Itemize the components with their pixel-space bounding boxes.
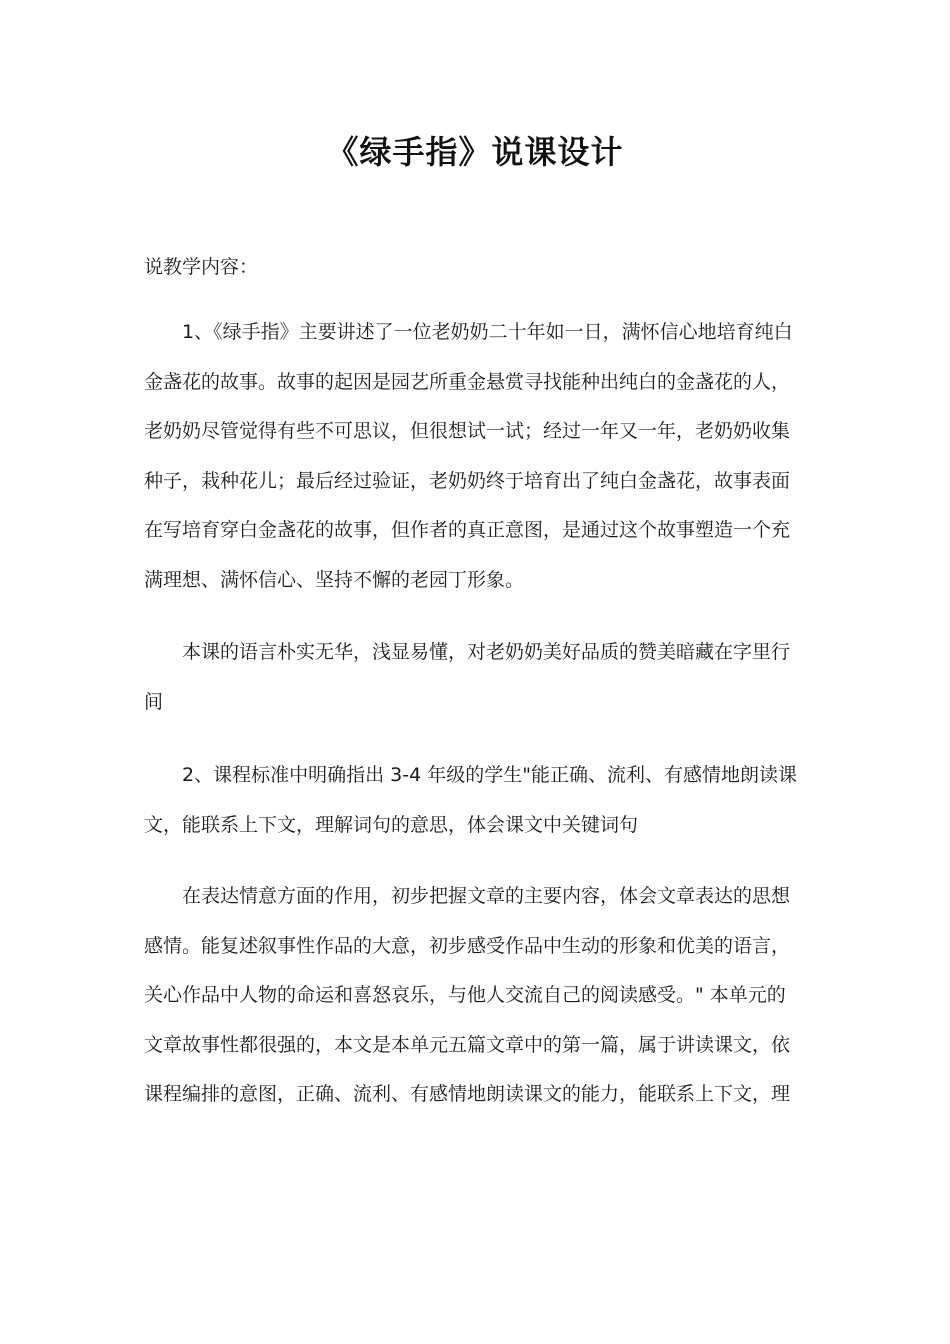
- section-heading: [144, 243, 812, 293]
- paragraph-line: 种子，栽种花儿；最后经过验证，老奶奶终于培育出了纯白金盏花，故事表面: [144, 469, 791, 492]
- paragraph-line: 本课的语言朴实无华，浅显易懂，对老奶奶美好品质的赞美暗藏在字里行: [182, 641, 791, 663]
- document-title: 《绿手指》说课设计: [326, 133, 624, 171]
- paragraph-line: 感情。能复述叙事性作品的大意，初步感受作品中生动的形象和优美的语言，: [144, 934, 791, 957]
- paragraph-line: 老奶奶尽管觉得有些不可思议，但很想试一试；经过一年又一年，老奶奶收集: [144, 420, 791, 442]
- paragraph-line: 文，能联系上下文，理解词句的意思，体会课文中关键词句: [144, 813, 639, 836]
- paragraph-4: [144, 872, 812, 1120]
- paragraph-line: 课程编排的意图，正确、流利、有感情地朗读课文的能力，能联系上下文，理: [144, 1083, 791, 1105]
- paragraph-2: [144, 628, 812, 727]
- paragraph-line: 文章故事性都很强的，本文是本单元五篇文章中的第一篇，属于讲读课文，依: [144, 1033, 791, 1056]
- paragraph-line: 在表达情意方面的作用，初步把握文章的主要内容，体会文章表达的思想: [182, 885, 791, 907]
- paragraph-line: 满理想、满怀信心、坚持不懈的老园丁形象。: [144, 568, 525, 591]
- paragraph-1: [144, 308, 812, 605]
- paragraph-line: 关心作品中人物的命运和喜怒哀乐，与他人交流自己的阅读感受。" 本单元的: [144, 984, 786, 1006]
- section-heading-text: 说教学内容：: [144, 256, 259, 278]
- paragraph-line: 2、课程标准中明确指出 3-4 年级的学生"能正确、流利、有感情地朗读课: [182, 764, 797, 786]
- paragraph-3: [144, 751, 812, 850]
- paragraph-line: 在写培育穿白金盏花的故事，但作者的真正意图，是通过这个故事塑造一个充: [144, 519, 791, 541]
- paragraph-line: 间: [144, 690, 164, 713]
- paragraph-line: 金盏花的故事。故事的起因是园艺所重金悬赏寻找能种出纯白的金盏花的人，: [144, 370, 791, 393]
- paragraph-line: 1、《绿手指》主要讲述了一位老奶奶二十年如一日，满怀信心地培育纯白: [182, 321, 793, 343]
